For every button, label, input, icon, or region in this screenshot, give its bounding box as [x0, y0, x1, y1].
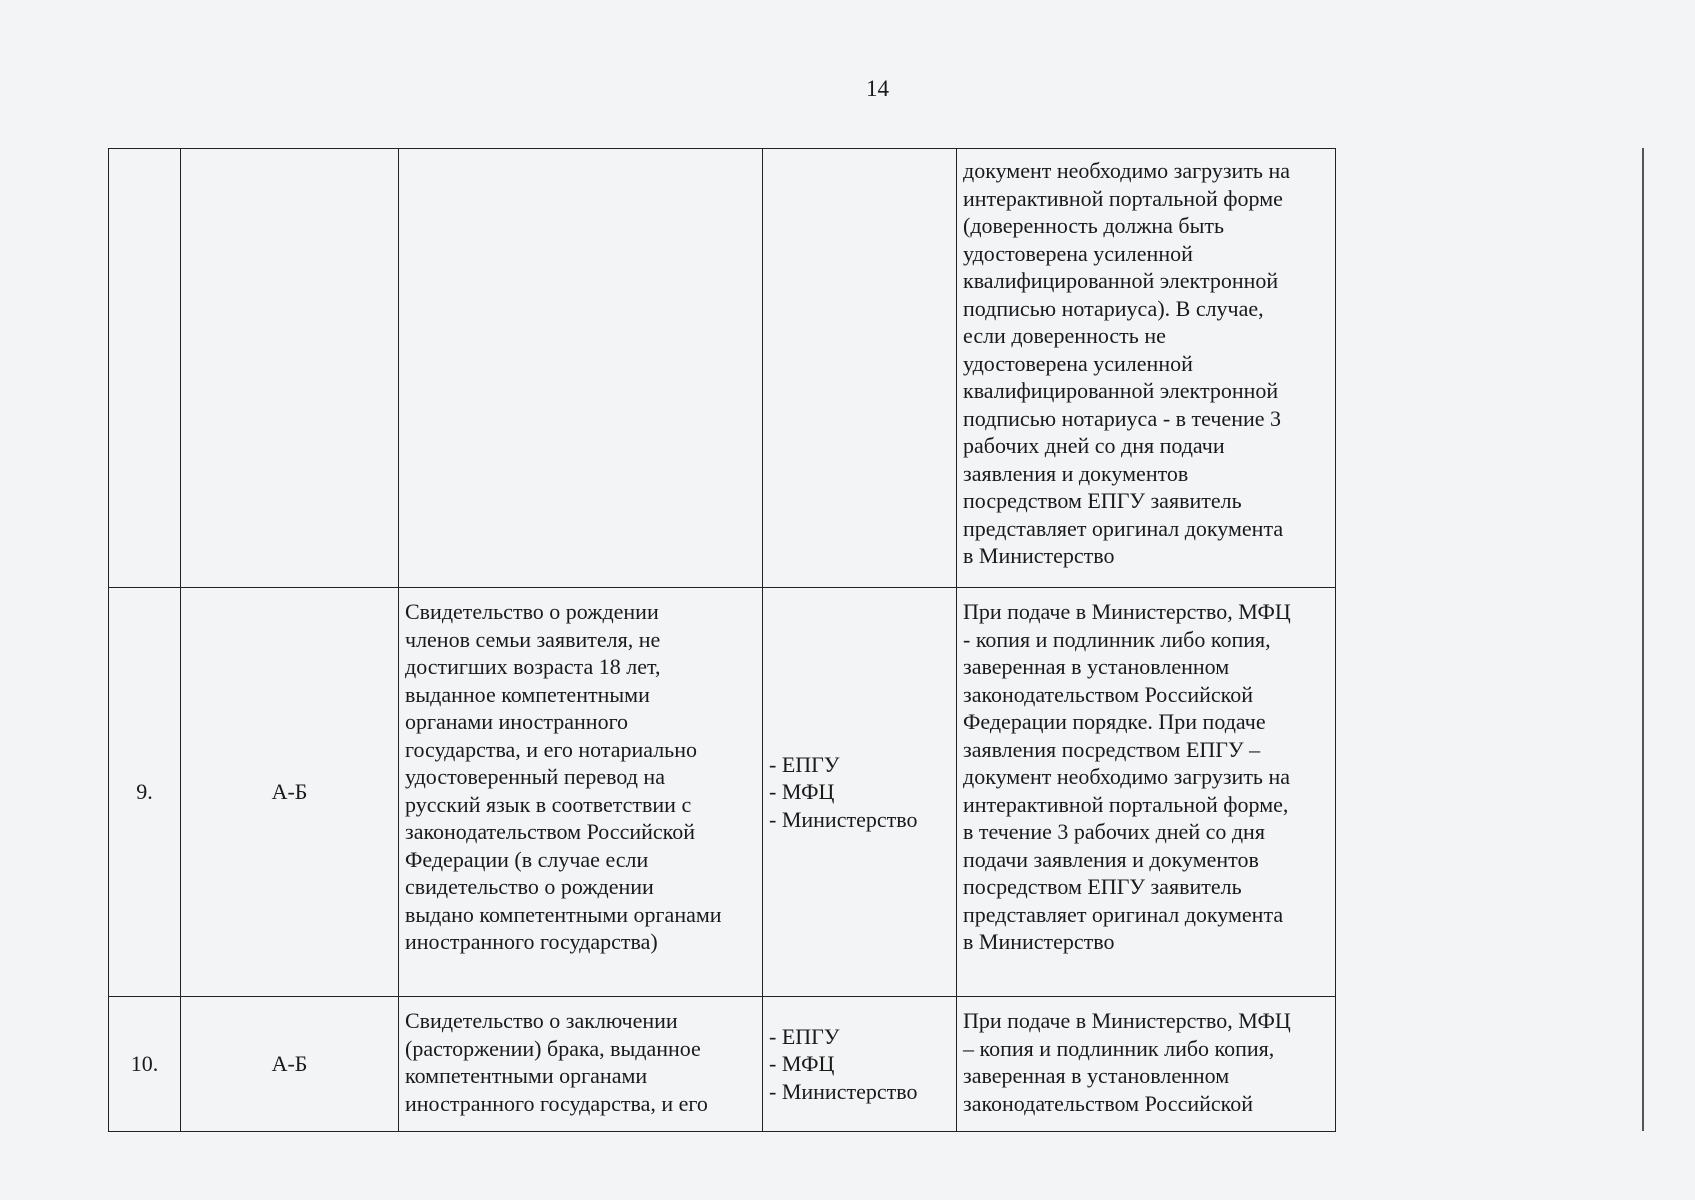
page-number: 14	[866, 76, 889, 101]
row-category	[181, 149, 399, 588]
row-number: 10.	[109, 997, 181, 1132]
margin-line	[1642, 148, 1644, 1131]
row-document: Свидетельство о заключении (расторжении) брака, выданное компетентными органами иностранного государства, и его	[399, 997, 763, 1132]
table-row	[109, 149, 1336, 588]
row-category: А-Б	[181, 997, 399, 1132]
row-channels: - ЕПГУ - МФЦ - Министерство	[763, 997, 957, 1132]
row-document: Свидетельство о рождении членов семьи заявителя, не достигших возраста 18 лет, выданное компетентными органами иностранного государства, и его нотариально удостоверенный перевод на русский язык в соответствии с законодательством Российской Федерации (в случае если свидетельство о рождении выдано компетентными органами иностранного государства)	[399, 588, 763, 997]
row-number: 9.	[109, 588, 181, 997]
row-notes: При подаче в Министерство, МФЦ – копия и подлинник либо копия, заверенная в установленном законодательством Российской	[957, 997, 1336, 1132]
table-row	[109, 997, 1336, 1132]
row-number	[109, 149, 181, 588]
row-category: А-Б	[181, 588, 399, 997]
row-document	[399, 149, 763, 588]
table-row	[109, 588, 1336, 997]
documents-table	[108, 148, 1336, 1132]
row-notes: При подаче в Министерство, МФЦ - копия и подлинник либо копия, заверенная в установленном законодательством Российской Федерации порядке. При подаче заявления посредством ЕПГУ – документ необходимо загрузить на интерактивной портальной форме, в течение 3 рабочих дней со дня подачи заявления и документов посредством ЕПГУ заявитель представляет оригинал документа в Министерство	[957, 588, 1336, 997]
row-notes: документ необходимо загрузить на интерактивной портальной форме (доверенность должна быть удостоверена усиленной квалифицированной электронной подписью нотариуса). В случае, если доверенность не удостоверена усиленной квалифицированной электронной подписью нотариуса - в течение 3 рабочих дней со дня подачи заявления и документов посредством ЕПГУ заявитель представляет оригинал документа в Министерство	[957, 149, 1336, 588]
row-channels: - ЕПГУ - МФЦ - Министерство	[763, 588, 957, 997]
row-channels	[763, 149, 957, 588]
